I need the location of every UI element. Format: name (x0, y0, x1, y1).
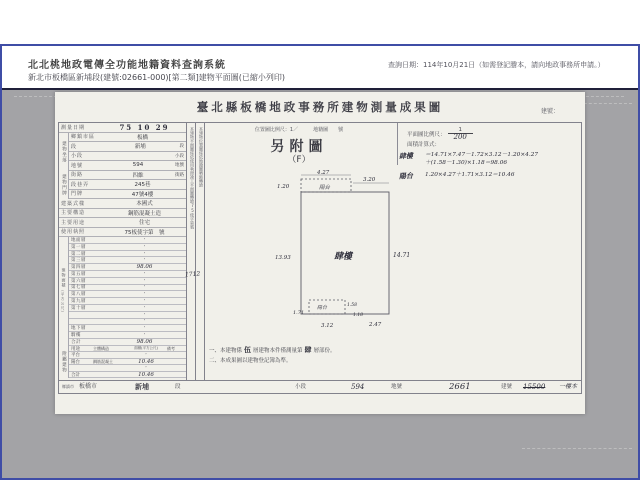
field-suffix: 街路 (175, 172, 184, 178)
floor-label: 第三層 (71, 258, 86, 264)
floor-area-section (59, 237, 186, 346)
plan-source-note: 本建物平面圖係依使用執照竣工平面圖轉繪75使字第號 (187, 123, 196, 380)
attached-use: 合計 (71, 372, 80, 378)
field-label: 小段 (71, 153, 84, 160)
floor-label: 第二層 (71, 251, 86, 257)
dim-notch-1: 1.58 (347, 303, 358, 308)
location-source-note: 本建物位置圖係依地籍圖晒縮轉繪 (196, 123, 205, 380)
floor-area-value: · (143, 250, 146, 257)
field-suffix: 地號 (175, 163, 184, 169)
location-row (69, 133, 186, 143)
address-row (69, 190, 186, 200)
floor-label: 地下層 (71, 326, 86, 332)
building-info-row (59, 218, 186, 228)
field-label: 段巷弄 (71, 181, 90, 188)
dim-top-segment: 3.20 (363, 177, 376, 183)
field-label: 使用執照 (61, 229, 86, 236)
dim-left-side: 13.93 (275, 255, 291, 261)
floor-area-value: · (143, 277, 146, 284)
floor-label: 第四層 (71, 265, 86, 271)
field-value: 四維 (132, 172, 144, 179)
attached-section-label: 附屬建物 (59, 346, 69, 379)
calc-expression-line2: ＋(1.58－1.30)×1.18＝98.06 (425, 160, 508, 166)
field-suffix: 小段 (175, 153, 184, 159)
attached-use: 平台 (71, 353, 80, 359)
field-label: 主要用途 (61, 219, 86, 226)
floor-area-value: · (143, 236, 146, 243)
floor-area-value: · (143, 291, 146, 298)
floor-area-value: · (143, 243, 146, 250)
attached-structures-section (59, 346, 186, 379)
left-form (59, 123, 187, 380)
calc-row-name: 肆樓 (398, 150, 414, 161)
calc-row-name: 陽台 (398, 170, 414, 181)
floor-area-value: · (143, 284, 146, 291)
dim-bottom-balcony-width: 3.12 (321, 323, 334, 329)
attached-area: 10.46 (138, 358, 154, 365)
query-date: 查詢日期：114年10月21日（如需登記謄本，請向地政事務所申請。） (388, 61, 605, 69)
attached-area-header: 面積(平方公尺) (134, 346, 158, 351)
location-row (69, 161, 186, 171)
attached-area: 10.46 (138, 371, 154, 378)
floor-label: 第八層 (71, 292, 86, 298)
field-label: 地號 (71, 162, 84, 169)
stamped-measured-floor: 肆 (304, 346, 312, 354)
floor-label: 第九層 (71, 299, 86, 305)
area-calc-rows (399, 151, 581, 185)
address-row (69, 171, 186, 181)
attached-use-header: 用途 (71, 346, 80, 352)
field-value: 47號4樓 (131, 191, 154, 198)
field-value: 本國式 (136, 201, 153, 208)
scale-denominator: 200 (448, 133, 473, 140)
field-label: 段 (71, 143, 78, 150)
floor-area-value: · (143, 298, 146, 305)
top-balcony-label: 陽台 (319, 185, 331, 191)
annex-figure-code: （F） (287, 155, 311, 165)
floor-area-value: · (143, 304, 146, 311)
annex-figure-title: 另附圖 (270, 139, 328, 155)
calc-expression (425, 151, 581, 167)
footer-area-label: 鄉鎮市 (62, 384, 74, 389)
footer-section-suffix: 段 (175, 384, 181, 390)
floor-area-value: · (143, 325, 146, 332)
window-frame (0, 44, 640, 480)
field-value: 594 (132, 162, 144, 169)
floor-area-unit-label: （平方公尺） (61, 287, 65, 315)
scale-fraction (448, 128, 473, 140)
field-value: 板橋 (136, 134, 148, 141)
floor-area-value: · (143, 257, 146, 264)
attached-rows (69, 352, 186, 378)
floor-area-value: · (143, 311, 146, 318)
calc-expression (425, 171, 581, 181)
location-row (69, 152, 186, 162)
document-title: 臺北縣板橋地政事務所建物測量成果圖 (196, 100, 444, 114)
floor-label: 第十層 (71, 305, 86, 311)
footer-tail-note: 一樓本 (559, 383, 578, 390)
remark-line-2: 二、本成果圖以建物登記簿為準。 (209, 358, 292, 364)
scanned-document (55, 92, 585, 414)
field-label: 街路 (71, 172, 84, 179)
footer-building-suffix: 建號 (501, 384, 513, 390)
bottom-balcony-label: 陽台 (317, 305, 328, 311)
right-column (397, 123, 581, 380)
floor-label: 合計 (71, 339, 81, 345)
building-info-rows (59, 199, 186, 237)
floor-label: 第六層 (71, 278, 86, 284)
area-calc-label: 面積計算式： (407, 142, 441, 148)
field-value: 鋼筋混凝土造 (127, 210, 161, 217)
floor-area-value: · (143, 318, 146, 325)
building-info-row (59, 199, 186, 209)
attached-table (69, 346, 186, 379)
building-info-row (59, 209, 186, 219)
field-label: 鄉鎮市區 (71, 134, 96, 141)
location-row (69, 142, 186, 152)
floor-area-value: 98.06 (136, 338, 153, 345)
dim-balcony-width: 4.27 (317, 170, 330, 176)
floor-area-value: · (143, 332, 146, 339)
floor-area-value: 98.06 (136, 264, 153, 271)
floor-area-label: 建物面積 (61, 267, 67, 288)
address-rows (69, 171, 186, 200)
floor-area-value: · (143, 270, 146, 277)
remark-text: 一、本建物係 (209, 348, 243, 354)
scale-numerator: 1 (458, 127, 462, 133)
building-number-label: 建號： (540, 108, 559, 115)
attached-area: · (145, 352, 147, 359)
calc-row (399, 151, 581, 167)
floor-area-section-label (59, 237, 69, 346)
footer-lot-suffix: 地號 (391, 384, 403, 390)
address-section-label: 建物門牌 (59, 171, 69, 200)
system-title: 北北桃地政電傳全功能地籍資料查詢系統 (28, 60, 226, 71)
location-section-label: 建物坐落 (59, 133, 69, 171)
floor-label: 騎樓 (71, 333, 81, 339)
attached-struct-header: 主體構造 (93, 345, 109, 351)
print-subtitle: 新北市板橋區新埔段(建號:02661-000)[第二類]建物平面圖(已縮小列印) (28, 73, 286, 82)
attached-note-header: 備考 (167, 345, 175, 351)
attached-use: 陽台 (71, 359, 80, 365)
floor-rows (69, 237, 186, 346)
building-info-row (59, 228, 186, 238)
scan-background (2, 88, 638, 478)
footer-lot-number: 594 (351, 383, 365, 391)
dim-notch-2: 1.18 (353, 313, 364, 318)
remark-text: 層建物本件僅測量第 (253, 348, 303, 354)
floor-label: 第七層 (71, 285, 86, 291)
survey-date-label: 測量日期 (61, 124, 86, 131)
footer-location-strip (59, 380, 581, 393)
address-row (69, 180, 186, 190)
attached-row (69, 372, 186, 379)
field-label: 門牌 (71, 191, 84, 198)
dim-balcony-depth: 1.20 (277, 184, 290, 190)
survey-date-row (59, 123, 186, 133)
scan-artifact (522, 448, 632, 449)
attached-structure: 鋼筋混凝土 (93, 358, 113, 364)
location-map-scale-line: 位置圖比例尺：1／ 地籍圖 號 (254, 127, 344, 133)
field-label: 建築式樣 (61, 200, 86, 207)
address-section (59, 171, 186, 200)
field-suffix: 段 (179, 144, 184, 150)
field-value: 75板使字第 號 (124, 229, 165, 236)
survey-date-value: 75 10 29 (119, 123, 170, 132)
calc-expression-line1: 1.20×4.27＋1.71×3.12＝10.46 (425, 172, 515, 178)
handwritten-permit-number: 1712 (184, 270, 201, 279)
floor-label: 第五層 (71, 271, 86, 277)
field-label: 主要構造 (61, 210, 86, 217)
floor-label: 第一層 (71, 244, 86, 250)
attached-area: · (145, 365, 147, 372)
footer-area: 板橋市 (79, 383, 98, 390)
location-rows (69, 133, 186, 171)
field-value: 245巷 (134, 182, 151, 189)
location-section (59, 133, 186, 171)
footer-building-number: 2661 (449, 382, 471, 392)
stamped-total-floors: 伍 (244, 346, 252, 354)
field-value: 住宅 (138, 220, 150, 227)
dim-right-side: 14.71 (393, 252, 411, 259)
main-floor-label: 肆樓 (334, 252, 353, 262)
footer-section: 新埔 (135, 383, 149, 391)
remark-text: 層部份。 (313, 348, 336, 354)
plan-scale (407, 128, 473, 140)
survey-form (58, 122, 582, 394)
footer-struck-number: 15500 (523, 383, 546, 391)
footer-subsection-suffix: 小段 (295, 384, 307, 390)
plan-scale-label: 平面圖比例尺： (407, 132, 446, 138)
dim-bottom-balcony-depth: 1.71 (293, 310, 305, 316)
floor-label: 地面層 (71, 237, 86, 243)
dim-notch-3: 2.47 (369, 322, 382, 328)
calc-row (399, 171, 581, 181)
field-value: 新埔 (134, 144, 146, 151)
calc-expression-line1: ＝14.71×7.47－1.72×3.12－1.20×4.27 (425, 152, 539, 158)
